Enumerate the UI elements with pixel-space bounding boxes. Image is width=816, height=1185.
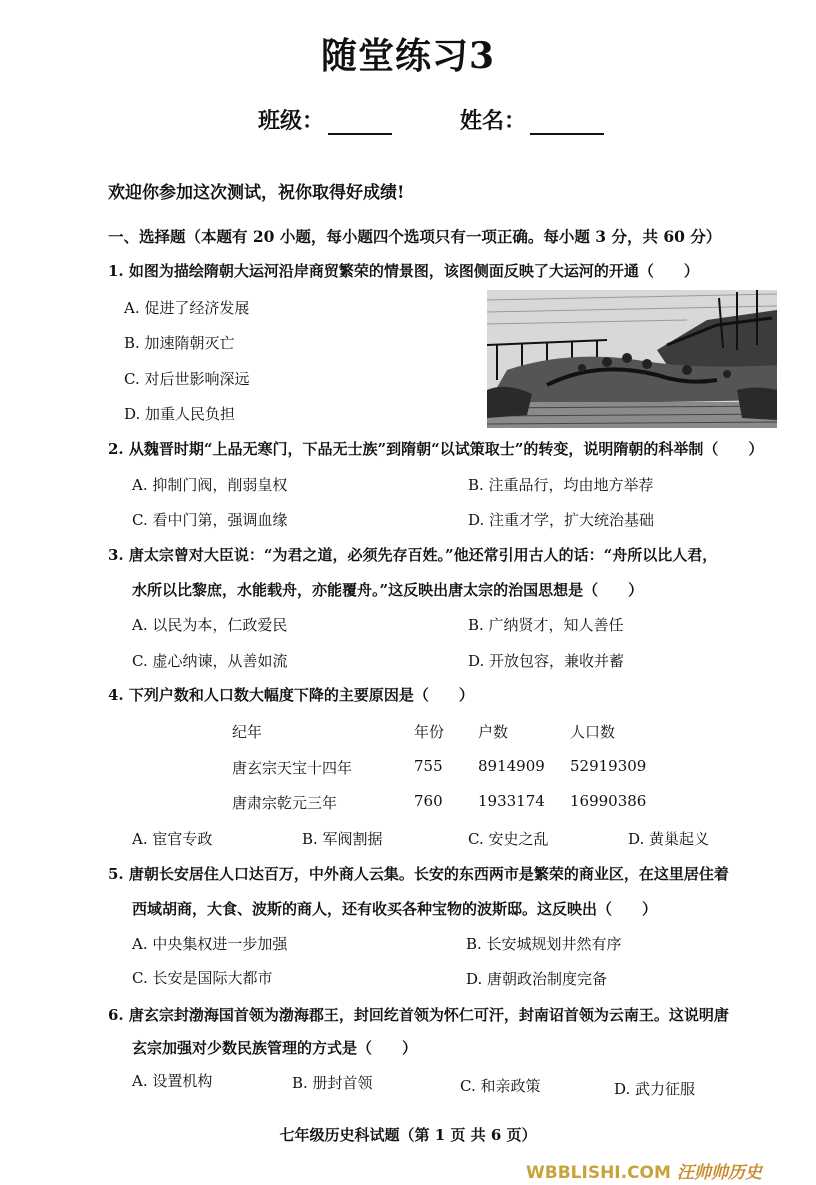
table-cell: 唐肃宗乾元三年 <box>232 794 338 812</box>
question-stem: 4. 下列户数和人口数大幅度下降的主要原因是（ ） <box>108 686 474 704</box>
table-cell: 52919309 <box>570 757 647 775</box>
option: C. 看中门第，强调血缘 <box>132 511 288 529</box>
option: B. 加速隋朝灭亡 <box>124 334 235 352</box>
table-header-cell: 年份 <box>414 723 445 741</box>
table-cell: 1933174 <box>478 792 545 810</box>
option: D. 加重人民负担 <box>124 405 236 423</box>
option: B. 注重品行，均由地方举荐 <box>468 476 654 494</box>
option: D. 黄巢起义 <box>628 830 710 848</box>
section-heading: 一、选择题（本题有 20 小题，每小题四个选项只有一项正确。每小题 3 分，共 60 分） <box>108 227 722 246</box>
option: C. 和亲政策 <box>460 1077 541 1095</box>
option: B. 册封首领 <box>292 1074 373 1092</box>
question-stem: 1. 如图为描绘隋朝大运河沿岸商贸繁荣的情景图，该图侧面反映了大运河的开通（ ） <box>108 262 699 280</box>
site-watermark <box>526 1158 762 1183</box>
option: A. 宦官专政 <box>132 830 213 848</box>
question-stem-cont: 玄宗加强对少数民族管理的方式是（ ） <box>132 1039 418 1057</box>
name-label: 姓名： <box>460 108 527 134</box>
page-footer: 七年级历史科试题（第 1 页 共 6 页） <box>279 1126 537 1144</box>
option: D. 武力征服 <box>614 1080 696 1098</box>
question-stem: 6. 唐玄宗封渤海国首领为渤海郡王，封回纥首领为怀仁可汗，封南诏首领为云南王。这说明唐 <box>108 1006 729 1024</box>
question-stem: 3. 唐太宗曾对大臣说：“为君之道，必须先存百姓。”他还常引用古人的话：“舟所以比人君， <box>108 546 718 564</box>
option: A. 设置机构 <box>132 1072 213 1090</box>
option: B. 军阀割据 <box>302 830 383 848</box>
option: C. 安史之乱 <box>468 830 549 848</box>
table-cell: 16990386 <box>570 792 647 810</box>
option: C. 对后世影响深远 <box>124 370 250 388</box>
name-field <box>460 104 604 135</box>
option: D. 开放包容，兼收并蓄 <box>468 652 625 670</box>
question-stem-cont: 西域胡商，大食、波斯的商人，还有收买各种宝物的波斯邸。这反映出（ ） <box>132 900 658 918</box>
watermark-text: 汪帅帅历史 <box>676 1163 762 1183</box>
table-cell: 760 <box>414 792 443 810</box>
class-blank <box>328 111 392 135</box>
option: A. 抑制门阀，削弱皇权 <box>132 476 288 494</box>
class-field <box>258 104 392 135</box>
option: B. 广纳贤才，知人善任 <box>468 616 624 634</box>
option: D. 注重才学，扩大统治基础 <box>468 511 655 529</box>
option: A. 中央集权进一步加强 <box>132 935 288 953</box>
table-cell: 8914909 <box>478 757 545 775</box>
watermark-site: WBBLISHI.COM <box>526 1163 671 1183</box>
table-header-cell: 纪年 <box>232 723 263 741</box>
class-label: 班级： <box>258 108 325 134</box>
option: A. 以民为本，仁政爱民 <box>132 616 288 634</box>
table-cell: 755 <box>414 757 443 775</box>
table-cell: 唐玄宗天宝十四年 <box>232 759 353 777</box>
question-stem-cont: 水所以比黎庶，水能载舟，亦能覆舟。”这反映出唐太宗的治国思想是（ ） <box>132 581 644 599</box>
table-header-cell: 户数 <box>478 723 509 741</box>
intro-text: 欢迎你参加这次测试，祝你取得好成绩! <box>108 183 405 203</box>
grand-canal-painting <box>487 290 777 428</box>
option: D. 唐朝政治制度完备 <box>466 970 608 988</box>
question-stem: 2. 从魏晋时期“上品无寒门，下品无士族”到隋朝“以试策取士”的转变，说明隋朝的科举制（ ） <box>108 440 764 458</box>
table-header-cell: 人口数 <box>570 723 616 741</box>
question-stem: 5. 唐朝长安居住人口达百万，中外商人云集。长安的东西两市是繁荣的商业区，在这里居住着 <box>108 865 729 883</box>
page-title: 随堂练习3 <box>320 35 496 77</box>
option: A. 促进了经济发展 <box>124 299 250 317</box>
option: C. 长安是国际大都市 <box>132 969 273 987</box>
option: B. 长安城规划井然有序 <box>466 935 622 953</box>
option: C. 虚心纳谏，从善如流 <box>132 652 288 670</box>
name-blank <box>530 111 604 135</box>
